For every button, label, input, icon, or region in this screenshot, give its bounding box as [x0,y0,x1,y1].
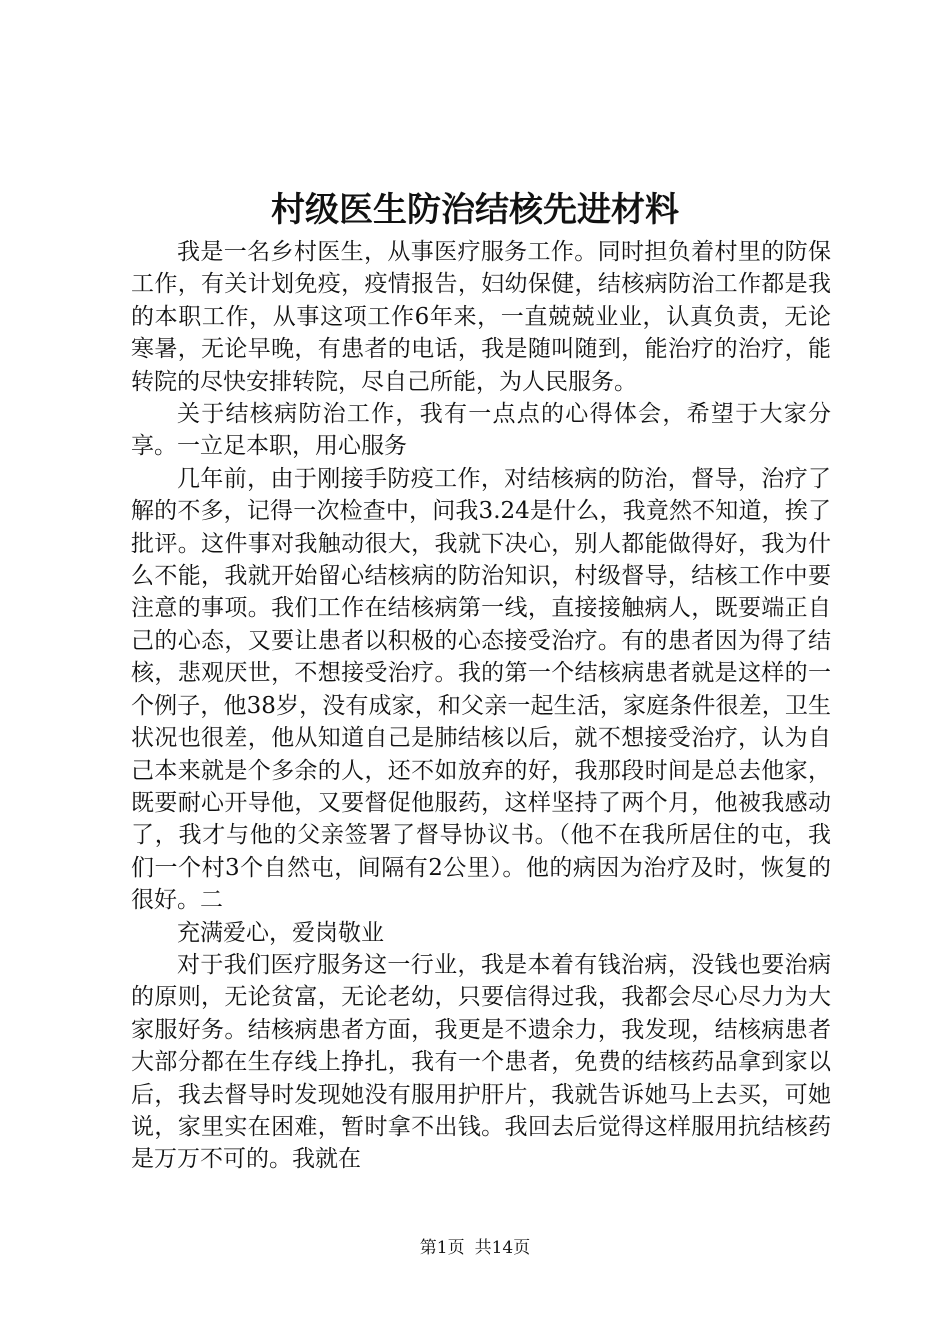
paragraph-section-one: 关于结核病防治工作，我有一点点的心得体会，希望于大家分享。一立足本职，用心服务 [131,401,831,460]
document-title: 村级医生防治结核先进材料 [271,190,679,230]
paragraph-intro: 我是一名乡村医生，从事医疗服务工作。同时担负着村里的防保工作，有关计划免疫，疫情报告，妇幼保健，结核病防治工作都是我的本职工作，从事这项工作6年来，一直兢兢业业，认真负责，无论寒暑，无论早晚，有患者的电话，我是随叫随到，能治疗的治疗，能转院的尽快安排转院，尽自己所能，为人民服务。 [131,239,831,395]
document-body [131,236,831,1176]
section-heading-two: 充满爱心，爱岗敬业 [177,919,384,946]
page-footer [0,1237,950,1259]
paragraph-service: 对于我们医疗服务这一行业，我是本着有钱治病，没钱也要治病的原则，无论贫富，无论老幼，只要信得过我，我都会尽心尽力为大家服好务。结核病患者方面，我更是不遗余力，我发现，结核病患者大部分都在生存线上挣扎，我有一个患者，免费的结核药品拿到家以后，我去督导时发现她没有服用护肝片，我就告诉她马上去买，可她说，家里实在困难，暂时拿不出钱。我回去后觉得这样服用抗结核药是万万不可的。我就在 [131,951,831,1173]
paragraph-story: 几年前，由于刚接手防疫工作，对结核病的防治，督导，治疗了解的不多，记得一次检查中，问我3.24是什么，我竟然不知道，挨了批评。这件事对我触动很大，我就下决心，别人都能做得好，我为什么不能，我就开始留心结核病的防治知识，村级督导，结核工作中要注意的事项。我们工作在结核病第一线，直接接触病人，既要端正自己的心态，又要让患者以积极的心态接受治疗。有的患者因为得了结核，悲观厌世，不想接受治疗。我的第一个结核病患者就是这样的一个例子，他38岁，没有成家，和父亲一起生活，家庭条件很差，卫生状况也很差，他从知道自己是肺结核以后，就不想接受治疗，认为自己本来就是个多余的人，还不如放弃的好，我那段时间是总去他家，既要耐心开导他，又要督促他服药，这样坚持了两个月，他被我感动了，我才与他的父亲签署了督导协议书。（他不在我所居住的屯，我们一个村3个自然屯，间隔有2公里）。他的病因为治疗及时，恢复的很好。二 [131,465,831,914]
page-number: 第1页 [419,1238,465,1258]
page-total: 共14页 [474,1238,531,1258]
